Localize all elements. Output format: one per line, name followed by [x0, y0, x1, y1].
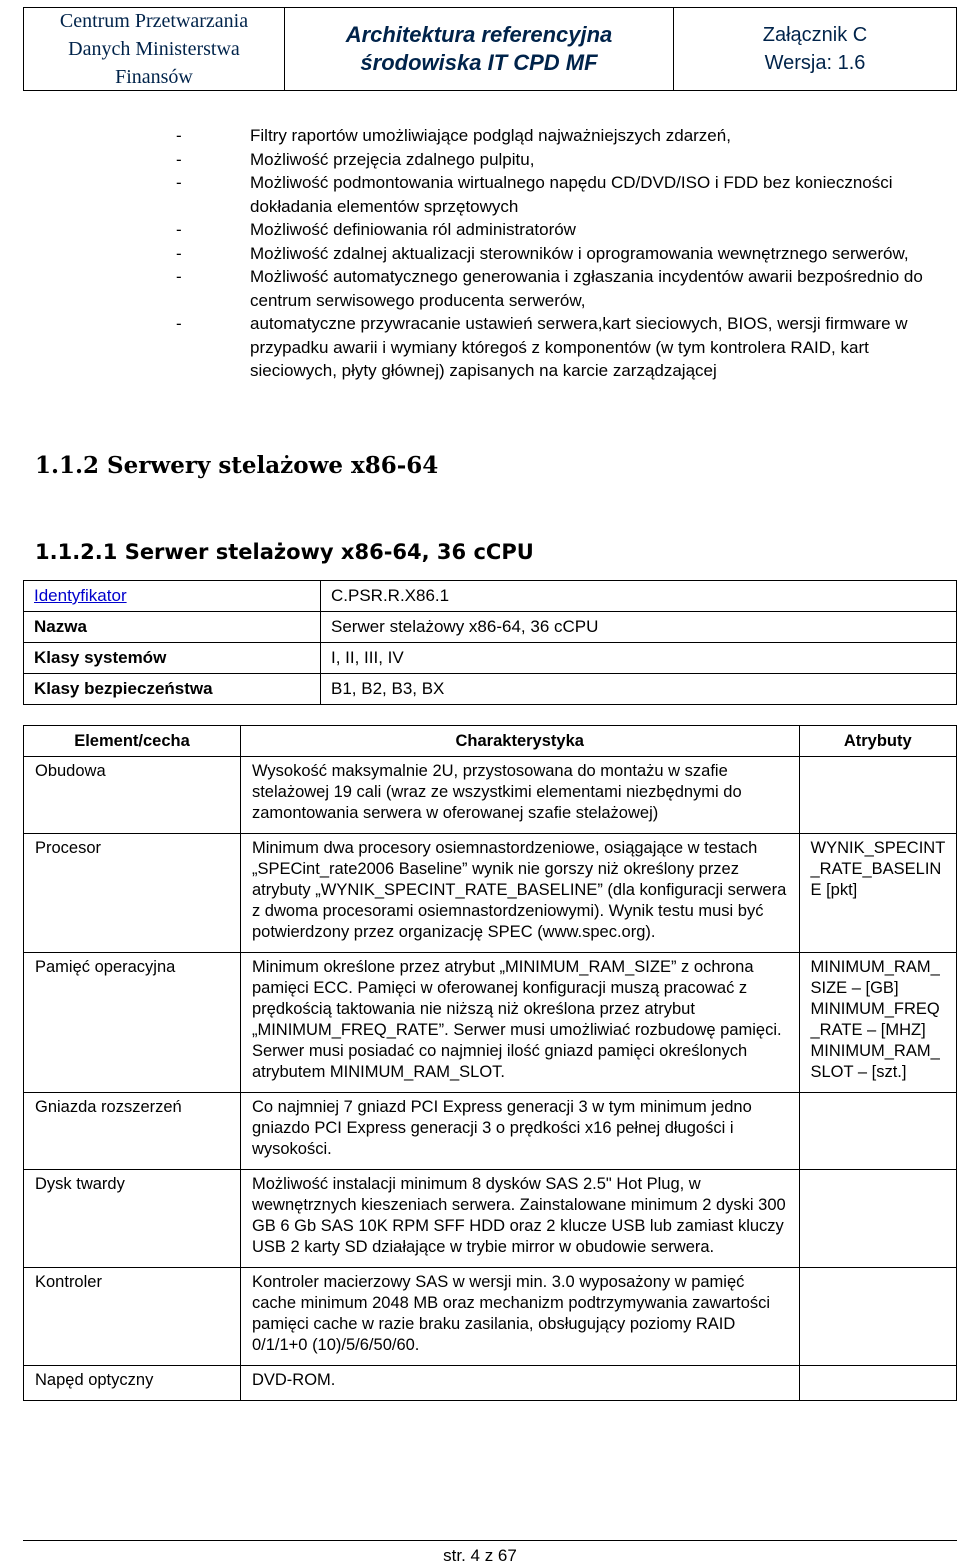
list-item: [176, 312, 946, 383]
attributes-cell: [799, 1170, 957, 1268]
list-item: [176, 218, 946, 242]
name-value: Serwer stelażowy x86-64, 36 cCPU: [321, 612, 957, 643]
table-row: [24, 953, 957, 1093]
bullet-marker: -: [176, 314, 182, 333]
security-classes-value: B1, B2, B3, BX: [321, 674, 957, 705]
list-item-text: Możliwość zdalnej aktualizacji sterowników i oprogramowania wewnętrznego serwerów,: [250, 243, 909, 263]
header-annex: Załącznik C: [762, 24, 868, 46]
description-cell: DVD-ROM.: [240, 1366, 799, 1401]
bullet-marker: -: [176, 220, 182, 239]
element-cell: Procesor: [24, 834, 241, 953]
list-item: [176, 171, 946, 218]
system-classes-label: Klasy systemów: [24, 643, 321, 674]
table-row: [24, 1170, 957, 1268]
list-item: [176, 148, 946, 172]
table-row: [24, 581, 957, 612]
header-org-line: Finansów: [115, 66, 193, 88]
attributes-cell: [799, 1268, 957, 1366]
attributes-cell: [799, 834, 957, 953]
attribute-name: MINIMUM_FREQ _RATE – [MHZ]: [810, 1000, 940, 1039]
subsection-heading: 1.1.2.1 Serwer stelażowy x86-64, 36 cCPU: [35, 540, 534, 564]
description-cell: Minimum określone przez atrybut „MINIMUM_RAM_SIZE” z ochrona pamięci ECC. Pamięci w oferowanej konfiguracji muszą pracować z prędkością taktowania nie niższą niż określona przez atrybut „MINIMUM_FREQ_RATE”. Serwer musi umożliwiać rozbudowę pamięci. Serwer musi posiadać co najmniej ilość gniazd pamięci określonych atrybutem MINIMUM_RAM_SLOT.: [240, 953, 799, 1093]
identification-table: [23, 580, 957, 705]
feature-bullet-list: [176, 124, 946, 383]
list-item-text: Możliwość automatycznego generowania i zgłaszania incydentów awarii bezpośrednio do centrum serwisowego producenta serwerów,: [250, 267, 923, 310]
specification-table: [23, 725, 957, 1401]
page-number: str. 4 z 67: [443, 1546, 517, 1565]
column-header: Atrybuty: [799, 726, 957, 757]
attributes-cell: [799, 1366, 957, 1401]
list-item-text: Możliwość podmontowania wirtualnego napędu CD/DVD/ISO i FDD bez konieczności dokładania elementów sprzętowych: [250, 173, 893, 216]
column-header: Element/cecha: [24, 726, 241, 757]
section-heading: 1.1.2 Serwery stelażowe x86-64: [35, 452, 439, 479]
table-row: [24, 834, 957, 953]
table-row: [24, 757, 957, 834]
attributes-cell: [799, 953, 957, 1093]
bullet-marker: -: [176, 267, 182, 286]
system-classes-value: I, II, III, IV: [321, 643, 957, 674]
bullet-marker: -: [176, 173, 182, 192]
table-row: [24, 674, 957, 705]
attribute-name: MINIMUM_RAM_ SIZE – [GB]: [810, 958, 940, 997]
table-header-row: [24, 726, 957, 757]
element-cell: Pamięć operacyjna: [24, 953, 241, 1093]
header-org-line: Centrum Przetwarzania: [59, 10, 249, 32]
header-meta: [674, 8, 956, 90]
element-cell: Napęd optyczny: [24, 1366, 241, 1401]
description-cell: Wysokość maksymalnie 2U, przystosowana do montażu w szafie stelażowej 19 cali (wraz ze wszystkimi elementami niezbędnymi do zamontowania serwera w oferowanej szafie stelażowej): [240, 757, 799, 834]
header-organization: [24, 8, 285, 90]
footer-divider: [23, 1540, 957, 1541]
table-row: [24, 1366, 957, 1401]
bullet-marker: -: [176, 126, 182, 145]
list-item: [176, 265, 946, 312]
description-cell: Minimum dwa procesory osiemnastordzeniowe, osiągające w testach „SPECint_rate2006 Baseline” wynik nie gorszy niż określony przez atrybuty „WYNIK_SPECINT_RATE_BASELINE” (dla konfiguracji serwera z dwoma procesorami osiemnastordzeniowymi). Wynik testu musi być potwierdzony przez organizację SPEC (www.spec.org).: [240, 834, 799, 953]
list-item-text: Filtry raportów umożliwiające podgląd najważniejszych zdarzeń,: [250, 126, 731, 145]
list-item: [176, 242, 946, 266]
header-org-line: Danych Ministerstwa: [68, 38, 240, 60]
element-cell: Dysk twardy: [24, 1170, 241, 1268]
description-cell: Możliwość instalacji minimum 8 dysków SAS 2.5" Hot Plug, w wewnętrznych kieszeniach serwera. Zainstalowane minimum 2 dyski 300 GB 6 Gb SAS 10K RPM SFF HDD oraz 2 klucze USB lub zamiast kluczy USB 2 karty SD działające w trybie mirror w obudowie serwera.: [240, 1170, 799, 1268]
column-header: Charakterystyka: [240, 726, 799, 757]
list-item-text: Możliwość przejęcia zdalnego pulpitu,: [250, 149, 535, 169]
element-cell: Kontroler: [24, 1268, 241, 1366]
element-cell: Gniazda rozszerzeń: [24, 1093, 241, 1170]
list-item-text: automatyczne przywracanie ustawień serwera,kart sieciowych, BIOS, wersji firmware w przypadku awarii i wymiany któregoś z komponentów (w tym kontrolera RAID, kart sieciowych, płyty głównej) zapisanych na karcie zarządzającej: [250, 314, 908, 380]
header-title-line: środowiska IT CPD MF: [360, 50, 598, 75]
identifier-link[interactable]: Identyfikator: [34, 586, 127, 605]
description-cell: Kontroler macierzowy SAS w wersji min. 3.0 wyposażony w pamięć cache minimum 2048 MB oraz mechanizm podtrzymywania zawartości pamięci cache w razie braku zasilania, obsługujący poziomy RAID 0/1/1+0 (10)/5/6/50/60.: [240, 1268, 799, 1366]
attribute-name: WYNIK_SPECINT _RATE_BASELIN E [pkt]: [810, 839, 945, 899]
identifier-value: C.PSR.R.X86.1: [321, 581, 957, 612]
table-row: [24, 1268, 957, 1366]
table-row: [24, 643, 957, 674]
bullet-marker: -: [176, 149, 182, 169]
list-item: [176, 124, 946, 148]
security-classes-label: Klasy bezpieczeństwa: [24, 674, 321, 705]
table-row: [24, 612, 957, 643]
attribute-name: MINIMUM_RAM_ SLOT – [szt.]: [810, 1042, 940, 1081]
description-cell: Co najmniej 7 gniazd PCI Express generacji 3 w tym minimum jedno gniazdo PCI Express generacji 3 o prędkości x16 pełnej długości i wysokości.: [240, 1093, 799, 1170]
name-label: Nazwa: [24, 612, 321, 643]
header-document-title: [285, 8, 674, 90]
header-version: Wersja: 1.6: [764, 52, 866, 74]
list-item-text: Możliwość definiowania ról administratorów: [250, 220, 576, 239]
page-header: [23, 7, 957, 91]
header-title-line: Architektura referencyjna: [345, 22, 613, 47]
attributes-cell: [799, 757, 957, 834]
table-row: [24, 1093, 957, 1170]
element-cell: Obudowa: [24, 757, 241, 834]
attributes-cell: [799, 1093, 957, 1170]
bullet-marker: -: [176, 243, 182, 263]
table-cell: [24, 581, 321, 612]
